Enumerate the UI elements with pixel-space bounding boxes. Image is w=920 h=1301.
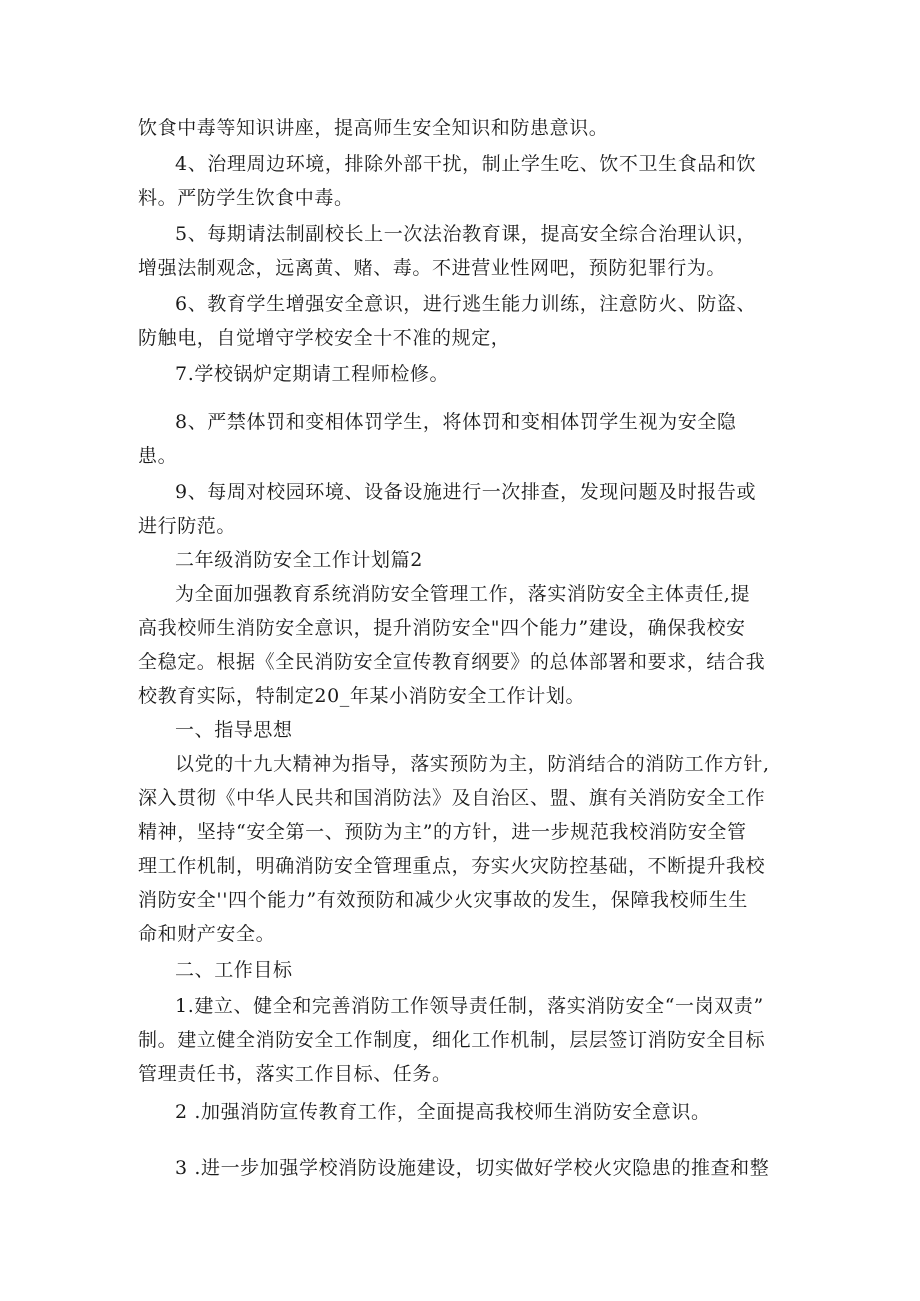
- text-line: 1.建立、健全和完善消防工作领导责任制，落实消防安全“一岗双责”: [175, 995, 764, 1017]
- text-line: 2 .加强消防宣传教育工作，全面提高我校师生消防安全意识。: [175, 1101, 711, 1123]
- text-line: 为全面加强教育系统消防安全管理工作，落实消防安全主体责任,提: [175, 583, 751, 605]
- text-line: 增强法制观念，远离黄、赌、毒。不进营业性网吧，预防犯罪行为。: [138, 257, 727, 279]
- text-line: 全稳定。根据《全民消防安全宣传教育纲要》的总体部署和要求，结合我: [138, 651, 766, 673]
- text-line: 命和财产安全。: [138, 923, 276, 945]
- text-line: 精神，坚持“安全第一、预防为主”的方针，进一步规范我校消防安全管: [138, 821, 747, 843]
- text-line: 深入贯彻《中华人民共和国消防法》及自治区、盟、旗有关消防安全工作: [138, 787, 766, 809]
- text-line: 制。建立健全消防安全工作制度，细化工作机制，层层签订消防安全目标: [138, 1029, 766, 1051]
- section-heading: 一、指导思想: [175, 719, 293, 741]
- text-line: 5、每期请法制副校长上一次法治教育课，提高安全综合治理认识，: [175, 223, 757, 245]
- text-line: 7.学校锅炉定期请工程师检修。: [175, 363, 450, 385]
- text-line: 校教育实际，特制定20_年某小消防安全工作计划。: [138, 685, 586, 707]
- section-heading: 二、工作目标: [175, 959, 293, 981]
- text-line: 高我校师生消防安全意识，提升消防安全"四个能力”建设，确保我校安: [138, 617, 746, 639]
- text-line: 3 .进一步加强学校消防设施建设，切实做好学校火灾隐患的推查和整: [175, 1157, 770, 1179]
- text-line: 6、教育学生增强安全意识，进行逃生能力训练，注意防火、防盗、: [175, 293, 757, 315]
- text-line: 4、治理周边环境，排除外部干扰，制止学生吃、饮不卫生食品和饮: [175, 153, 757, 175]
- text-line: 8、严禁体罚和变相体罚学生，将体罚和变相体罚学生视为安全隐: [175, 411, 737, 433]
- text-line: 9、每周对校园环境、设备设施进行一次排查，发现问题及时报告或: [175, 481, 757, 503]
- section-heading: 二年级消防安全工作计划篇2: [175, 549, 423, 571]
- text-line: 管理责任书，落实工作目标、任务。: [138, 1063, 452, 1085]
- text-line: 理工作机制，明确消防安全管理重点，夯实火灾防控基础，不断提升我校: [138, 855, 766, 877]
- text-line: 消防安全''四个能力”有效预防和减少火灾事故的发生，保障我校师生生: [138, 889, 748, 911]
- text-line: 患。: [138, 445, 178, 467]
- text-line: 饮食中毒等知识讲座，提高师生安全知识和防患意识。: [138, 117, 609, 139]
- text-line: 进行防范。: [138, 515, 237, 537]
- text-line: 以党的十九大精神为指导，落实预防为主，防消结合的消防工作方针,: [175, 753, 770, 775]
- text-line: 防触电，自觉增守学校安全十不准的规定，: [138, 327, 511, 349]
- text-line: 料。严防学生饮食中毒。: [138, 187, 354, 209]
